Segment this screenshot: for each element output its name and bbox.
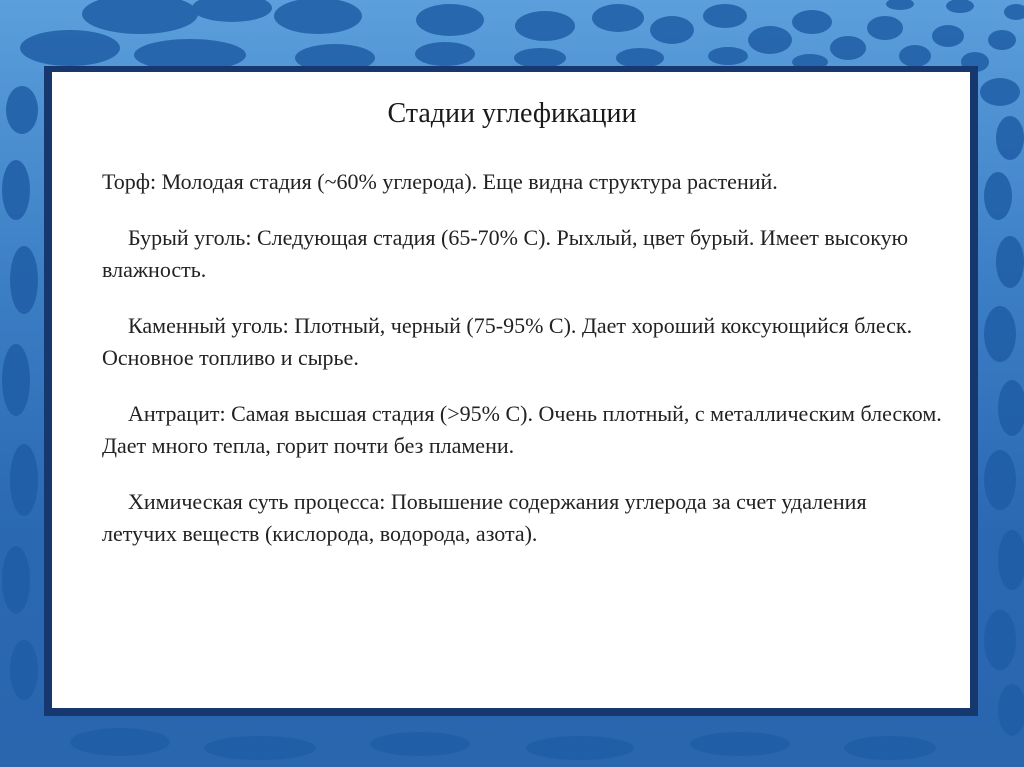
paragraph-peat: Торф: Молодая стадия (~60% углерода). Еще видна структура растений. [102,169,778,194]
paragraph-anthracite: Антрацит: Самая высшая стадия (>95% С). Очень плотный, с металлическим блеском. Дает много тепла, горит почти без пламени. [102,401,942,458]
slide-body [102,166,942,574]
paragraph-chemical-essence: Химическая суть процесса: Повышение содержания углерода за счет удаления летучих веществ (кислорода, водорода, азота). [102,489,867,546]
paragraph-brown-coal: Бурый уголь: Следующая стадия (65-70% С). Рыхлый, цвет бурый. Имеет высокую влажность. [102,225,909,282]
paragraph-hard-coal: Каменный уголь: Плотный, черный (75-95% С). Дает хороший коксующийся блеск. Основное топливо и сырье. [102,313,913,370]
slide-title: Стадии углефикации [387,98,637,129]
